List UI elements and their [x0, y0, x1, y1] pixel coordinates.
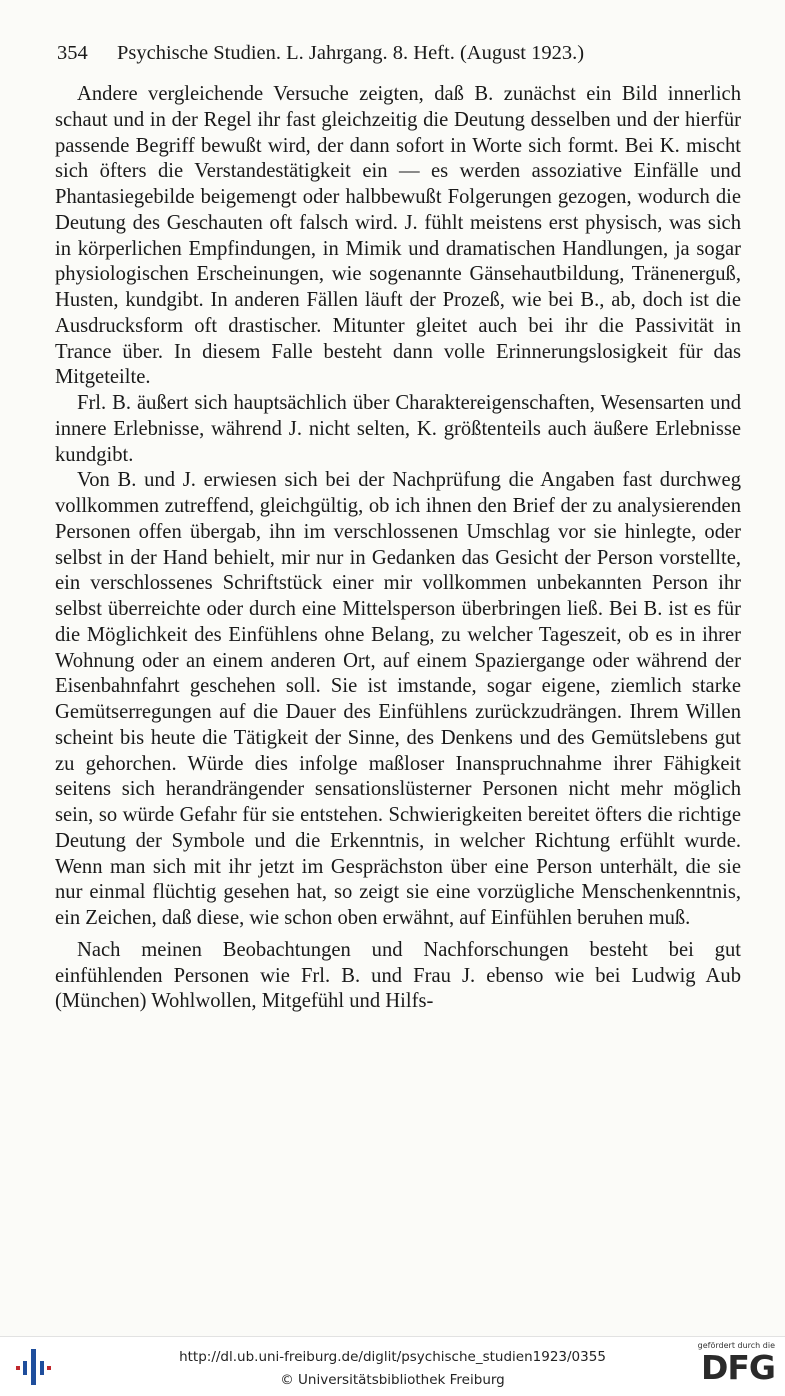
- paragraph-3: Von B. und J. erwiesen sich bei der Nachprüfung die Angaben fast durchweg vollkommen zutreffend, gleichgültig, ob ich ihnen den Brief der zu analysierenden Personen offen übergab, ihn im verschlossenen Umschlag vor sie hinlegte, oder selbst in der Hand behielt, mir nur in Gedanken das Gesicht der Person vorstellte, ein verschlossenes Schriftstück einer mir vollkommen unbekannten Person ihr selbst überreichte oder durch eine Mittelsperson überbringen ließ. Bei B. ist es für die Möglichkeit des Einfühlens ohne Belang, zu welcher Tageszeit, ob es in ihrer Wohnung oder an einem anderen Ort, auf einem Spaziergange oder während der Eisenbahnfahrt geschehen soll. Sie ist imstande, sogar eigene, ziemlich starke Gemütserregungen auf die Dauer des Einfühlens zurückzudrängen. Ihrem Willen scheint bis heute die Tätigkeit der Sinne, des Denkens und des Gemütslebens gut zu gehorchen. Würde dies infolge maßloser Inanspruchnahme ihrer Fähigkeit seitens sich herandrängender sensationslüsterner Personen nicht mehr möglich sein, so würde Gefahr für sie entstehen. Schwierigkeiten bereitet öfters die richtige Deutung der Symbole und die Erkenntnis, in welcher Richtung erfühlt wurde. Wenn man sich mit ihr jetzt im Gesprächston über eine Person unterhält, die sie nur einmal flüchtig gesehen hat, so zeigt sie eine vorzügliche Menschenkenntnis, ein Zeichen, daß diese, wie schon oben erwähnt, auf Einfühlen beruhen muß.: [55, 469, 741, 929]
- dfg-logo: [691, 1341, 775, 1393]
- funder-logo-text: DFG: [700, 1348, 775, 1387]
- paragraph-2: Frl. B. äußert sich hauptsächlich über Charaktereigenschaften, Wesensarten und innere Erlebnisse, während J. nicht selten, K. größtenteils auch äußere Erlebnisse kundgibt.: [55, 392, 741, 466]
- copyright-notice: © Universitätsbibliothek Freiburg: [280, 1372, 505, 1388]
- viewer-footer: [0, 1336, 785, 1396]
- running-header: [57, 42, 737, 65]
- page-number: 354: [57, 42, 88, 64]
- body-text: [55, 82, 741, 1015]
- source-url[interactable]: http://dl.ub.uni-freiburg.de/diglit/psychische_studien1923/0355: [179, 1349, 606, 1365]
- running-title: Psychische Studien. L. Jahrgang. 8. Heft. (August 1923.): [117, 42, 585, 64]
- funder-caption: gefördert durch die: [697, 1341, 775, 1350]
- paragraph-1: Andere vergleichende Versuche zeigten, daß B. zunächst ein Bild innerlich schaut und in der Regel ihr fast gleichzeitig die Deutung desselben und der hierfür passende Begriff bewußt wird, der dann sofort in Worte sich formt. Bei K. mischt sich öfters die Verstandestätigkeit ein — es werden assoziative Einfälle und Phantasiegebilde beigemengt oder halbbewußt Folgerungen gezogen, wodurch die Deutung des Geschauten oft falsch wird. J. fühlt meistens erst physisch, was sich in körperlichen Empfindungen, in Mimik und dramatischen Handlungen, ja sogar physiologischen Erscheinungen, wie sogenannte Gänsehautbildung, Tränenerguß, Husten, kundgibt. In anderen Fällen läuft der Prozeß, wie bei B., ab, doch ist die Ausdrucksform oft drastischer. Mitunter gleitet auch bei ihr die Passivität in Trance über. In diesem Falle besteht dann volle Erinnerungslosigkeit für das Mitgeteilte.: [55, 83, 741, 389]
- paragraph-4: Nach meinen Beobachtungen und Nachforschungen besteht bei gut einfühlenden Personen wie Frl. B. und Frau J. ebenso wie bei Ludwig Aub (München) Wohlwollen, Mitgefühl und Hilfs-: [55, 938, 741, 1013]
